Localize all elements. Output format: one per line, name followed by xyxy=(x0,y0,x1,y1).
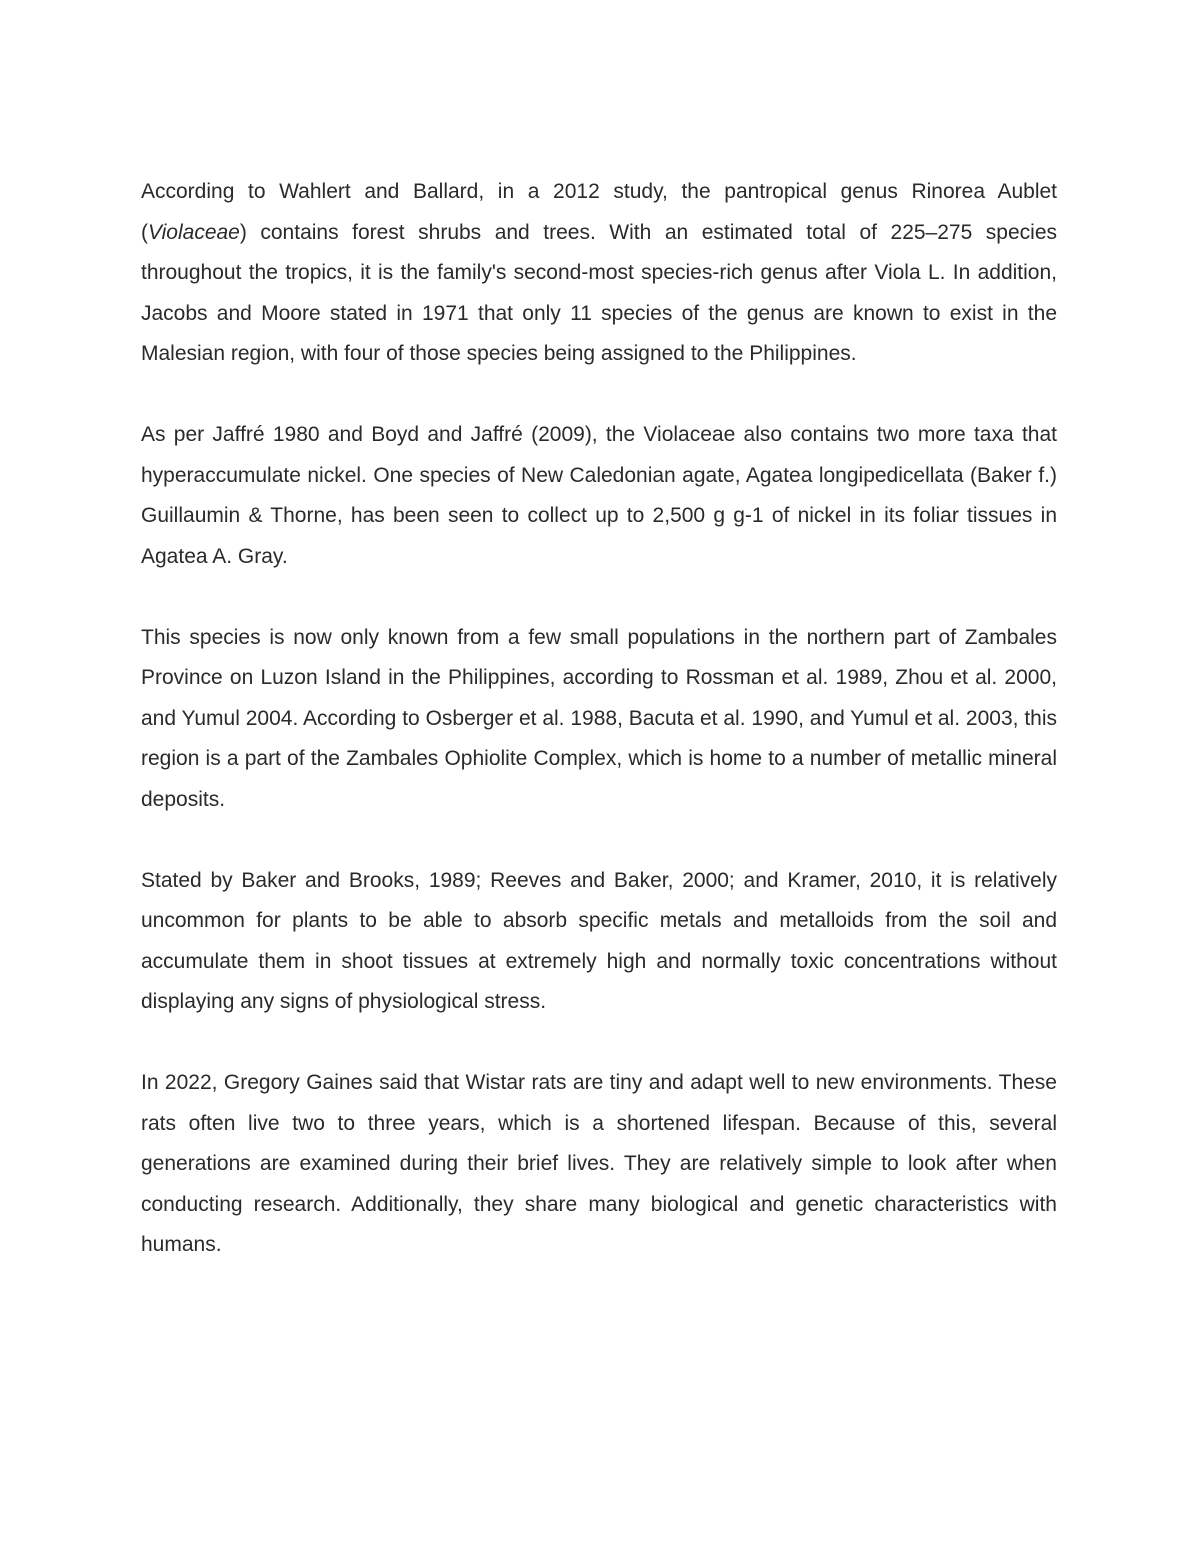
paragraph-1-text-end: ) contains forest shrubs and trees. With an estimated total of 225–275 species throughout the tropics, it is the family's second-most species-rich genus after Viola L. In addition, Jacobs and Moore stated in 1971 that only 11 species of the genus are known to exist in the Malesian region, with four of those species being assigned to the Philippines. xyxy=(141,220,1057,365)
paragraph-4: Stated by Baker and Brooks, 1989; Reeves and Baker, 2000; and Kramer, 2010, it is relatively uncommon for plants to be able to absorb specific metals and metalloids from the soil and accumulate them in shoot tissues at extremely high and normally toxic concentrations without displaying any signs of physiological stress. xyxy=(141,868,1057,1013)
document-body xyxy=(141,172,1057,1266)
paragraph-1-text-start: According to Wahlert and Ballard, in a 2012 study, the pantropical genus Rinorea Aublet ( xyxy=(141,180,1057,244)
paragraph-1-italic-term: Violaceae xyxy=(148,220,240,244)
paragraph-1 xyxy=(141,172,1057,375)
paragraph-3: This species is now only known from a few small populations in the northern part of Zambales Province on Luzon Island in the Philippines, according to Rossman et al. 1989, Zhou et al. 2000, and Yumul 2004. According to Osberger et al. 1988, Bacuta et al. 1990, and Yumul et al. 2003, this region is a part of the Zambales Ophiolite Complex, which is home to a number of metallic mineral deposits. xyxy=(141,625,1057,811)
paragraph-2: As per Jaffré 1980 and Boyd and Jaffré (2009), the Violaceae also contains two more taxa that hyperaccumulate nickel. One species of New Caledonian agate, Agatea longipedicellata (Baker f.) Guillaumin & Thorne, has been seen to collect up to 2,500 g g-1 of nickel in its foliar tissues in Agatea A. Gray. xyxy=(141,423,1057,568)
paragraph-5: In 2022, Gregory Gaines said that Wistar rats are tiny and adapt well to new environments. These rats often live two to three years, which is a shortened lifespan. Because of this, several generations are examined during their brief lives. They are relatively simple to look after when conducting research. Additionally, they share many biological and genetic characteristics with humans. xyxy=(141,1071,1057,1256)
